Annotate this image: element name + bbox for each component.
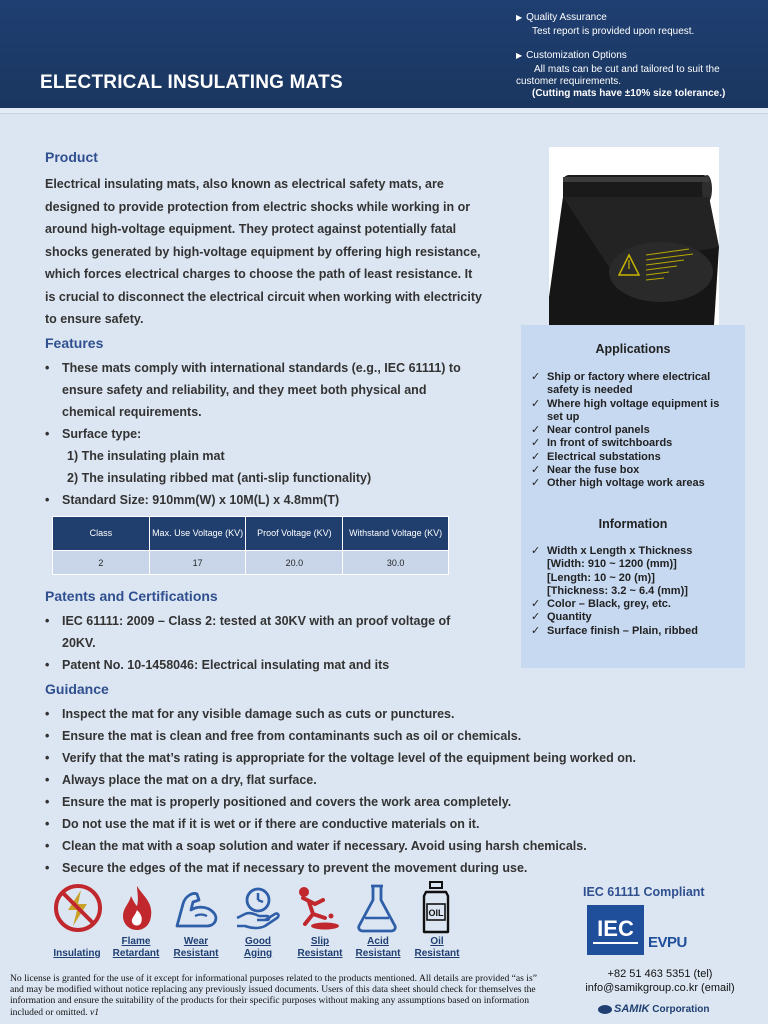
- list-item: ✓ Electrical substations: [531, 451, 741, 464]
- page-title: ELECTRICAL INSULATING MATS: [40, 72, 343, 93]
- list-item: • Patent No. 10-1458046: Electrical insulating mat and its: [45, 654, 485, 676]
- oil-label: OIL: [428, 908, 444, 918]
- oil-icon: [405, 880, 467, 936]
- applications-heading: Applications: [595, 342, 671, 356]
- iec-logo-text: IEC: [597, 916, 634, 941]
- table-header-cell: Max. Use Voltage (KV): [149, 517, 246, 551]
- list-item: • IEC 61111: 2009 – Class 2: tested at 30KV with an proof voltage of 20KV.: [45, 610, 485, 654]
- quality-title: Quality Assurance: [526, 12, 607, 23]
- arrow-right-icon: ▶: [516, 13, 523, 22]
- muscle-icon: [166, 880, 228, 936]
- list-item: ✓ Color – Black, grey, etc.: [531, 598, 741, 611]
- flame-retardant-label: Flame Retardant: [112, 936, 160, 959]
- list-item: • Standard Size: 910mm(W) x 10M(L) x 4.8mm(T): [45, 489, 475, 511]
- list-item: ✓ Surface finish – Plain, ribbed: [531, 625, 741, 638]
- flame-icon: [106, 880, 168, 936]
- list-item: • Surface type:: [45, 423, 475, 445]
- disclaimer: No license is granted for the use of it except for informational purposes related to the products mentioned. All details are provided “as is” and may be modified without notice replacing any previously issued documents. Users of this data sheet should check for themselves the information and ensure the suitability of the products for their specific purposes without making any assumptions based on information included or omitted. v1: [10, 973, 537, 1018]
- table-cell: 30.0: [343, 551, 449, 575]
- quality-assurance-note: [516, 12, 694, 38]
- table-header-cell: Class: [53, 517, 150, 551]
- flask-icon: [346, 880, 408, 936]
- list-item: 1) The insulating plain mat: [67, 449, 225, 463]
- wear-resistant-label: Wear Resistant: [173, 936, 219, 959]
- customization-title: Customization Options: [526, 50, 627, 61]
- table-row: [53, 551, 449, 575]
- email-address: info@samikgroup.co.kr (email): [585, 982, 735, 994]
- list-item: ✓ Other high voltage work areas: [531, 477, 741, 490]
- table-header-cell: Proof Voltage (KV): [246, 517, 343, 551]
- list-item: ✓ Quantity: [531, 611, 741, 624]
- samik-logo: SAMIK Corporation: [598, 1003, 709, 1015]
- applications-list: [531, 371, 741, 491]
- mat-roll-illustration: [549, 147, 719, 325]
- list-item: • Ensure the mat is clean and free from contaminants such as oil or chemicals.: [45, 725, 705, 747]
- list-item: • Verify that the mat’s rating is appropriate for the voltage level of the equipment being worked on.: [45, 747, 705, 769]
- list-item: • These mats comply with international standards (e.g., IEC 61111) to ensure safety and reliability, and they meet both physical and chemical requirements.: [45, 357, 475, 423]
- list-item: • Clean the mat with a soap solution and water if necessary. Avoid using harsh chemicals.: [45, 835, 705, 857]
- samik-logo-icon: [598, 1005, 612, 1014]
- slip-resistant-label: Slip Resistant: [297, 936, 343, 959]
- customization-text-2: customer requirements.: [516, 76, 622, 87]
- table-cell: 17: [149, 551, 246, 575]
- quality-text: Test report is provided upon request.: [532, 26, 695, 37]
- list-item: • Do not use the mat if it is wet or if there are conductive materials on it.: [45, 813, 705, 835]
- table-header-row: [53, 517, 449, 551]
- product-heading: Product: [45, 149, 98, 165]
- list-item: ✓ In front of switchboards: [531, 437, 741, 450]
- guidance-heading: Guidance: [45, 681, 109, 697]
- features-heading: Features: [45, 335, 104, 351]
- list-item: set up: [547, 410, 580, 423]
- header-divider: [0, 108, 768, 114]
- list-item: [Thickness: 3.2 ~ 6.4 (mm)]: [547, 584, 688, 597]
- list-item: ✓ Ship or factory where electrical: [531, 371, 741, 384]
- table-cell: 20.0: [246, 551, 343, 575]
- table-cell: 2: [53, 551, 150, 575]
- patents-heading: Patents and Certifications: [45, 588, 218, 604]
- list-item: ✓ Where high voltage equipment is: [531, 398, 741, 411]
- iec-logo: [587, 905, 644, 955]
- arrow-right-icon: ▶: [516, 51, 523, 60]
- list-item: [Width: 910 ~ 1200 (mm)]: [547, 558, 677, 571]
- phone-number: +82 51 463 5351 (tel): [607, 968, 713, 980]
- good-aging-label: Good Aging: [243, 936, 273, 959]
- customization-text-3: (Cutting mats have ±10% size tolerance.): [532, 88, 726, 99]
- evpu-logo: EVPU: [648, 934, 687, 951]
- side-panel: [521, 325, 745, 668]
- list-item: • Inspect the mat for any visible damage such as cuts or punctures.: [45, 703, 705, 725]
- list-item: ✓ Near the fuse box: [531, 464, 741, 477]
- list-item: • Always place the mat on a dry, flat surface.: [45, 769, 705, 791]
- product-photo: [549, 147, 719, 325]
- list-item: ✓ Width x Length x Thickness: [531, 545, 741, 558]
- slip-icon: [286, 880, 348, 936]
- iec-compliant-label: IEC 61111 Compliant: [583, 885, 705, 899]
- insulating-label: Insulating: [53, 948, 101, 959]
- table-header-cell: Withstand Voltage (KV): [343, 517, 449, 551]
- clock-hand-icon: [226, 880, 288, 936]
- list-item: 2) The insulating ribbed mat (anti-slip functionality): [67, 471, 372, 485]
- product-description: Electrical insulating mats, also known as electrical safety mats, are designed to provide protection from electric shocks while working in or around high-voltage equipment. They protect against potentially fatal shocks generated by high-voltage equipment by offering high resistance, which forces electrical charges to choose the path of least resistance. It is crucial to disconnect the electrical circuit when working with electricity to ensure safety.: [45, 177, 482, 326]
- features-list: [45, 357, 475, 511]
- list-item: [Length: 10 ~ 20 (m)]: [547, 571, 655, 584]
- oil-resistant-label: Oil Resistant: [414, 936, 460, 959]
- customization-note: [516, 50, 725, 100]
- list-item: safety is needed: [547, 384, 633, 397]
- list-item: ✓ Near control panels: [531, 424, 741, 437]
- version-label: v1: [89, 1006, 100, 1018]
- header-banner: [0, 0, 768, 108]
- insulating-icon: [47, 880, 109, 936]
- guidance-list: [45, 703, 705, 879]
- information-list: [531, 545, 741, 638]
- patents-list: [45, 610, 485, 676]
- voltage-spec-table: [52, 516, 449, 575]
- customization-text-1: All mats can be cut and tailored to suit the: [534, 64, 720, 75]
- information-heading: Information: [598, 517, 668, 531]
- list-item: • Secure the edges of the mat if necessary to prevent the movement during use.: [45, 857, 705, 879]
- acid-resistant-label: Acid Resistant: [355, 936, 401, 959]
- list-item: • Ensure the mat is properly positioned and covers the work area completely.: [45, 791, 705, 813]
